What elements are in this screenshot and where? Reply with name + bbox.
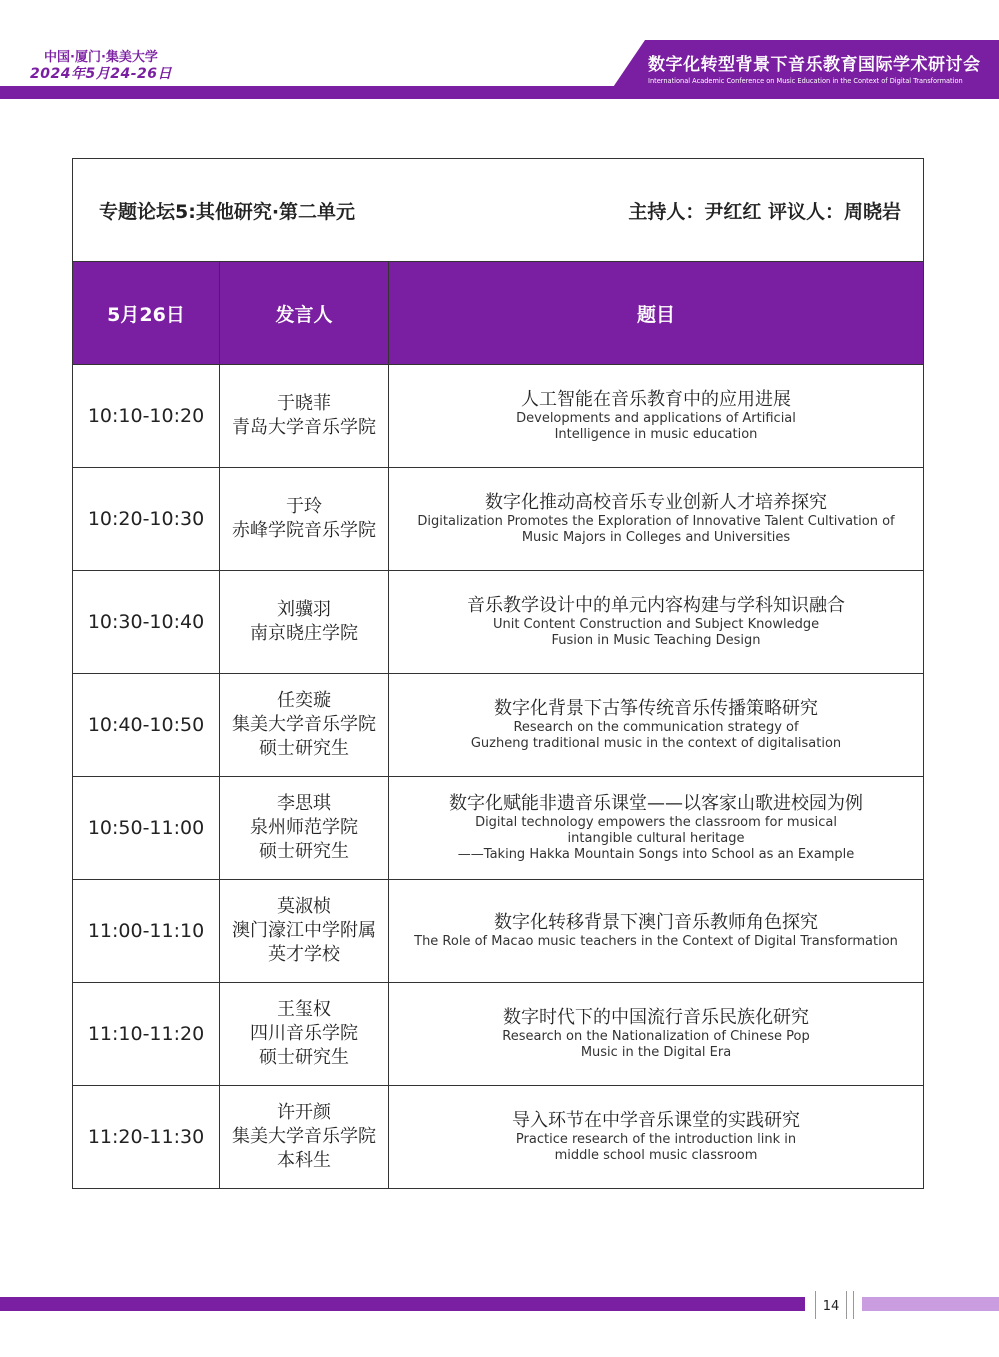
topic-title-en: Digital technology empowers the classroom for musical: [475, 815, 837, 830]
speaker-affiliation: 硕士研究生: [259, 1047, 349, 1068]
conference-title: 数字化转型背景下音乐教育国际学术研讨会: [648, 55, 981, 75]
topic-title-zh: 数字化转移背景下澳门音乐教师角色探究: [494, 912, 819, 933]
schedule-table-wrapper: [72, 158, 923, 1194]
topic-title-zh: 导入环节在中学音乐课堂的实践研究: [512, 1110, 801, 1131]
speaker-cell: [220, 674, 389, 777]
speaker-cell: [220, 571, 389, 674]
speaker-affiliation: 集美大学音乐学院: [232, 1126, 376, 1147]
schedule-rows: [73, 365, 924, 1189]
page-number: 14: [815, 1291, 847, 1319]
topic-title-en: Intelligence in music education: [554, 427, 758, 442]
time-cell: 10:50-11:00: [73, 777, 220, 880]
time-cell: 10:40-10:50: [73, 674, 220, 777]
speaker-cell: [220, 365, 389, 468]
topic-title-en: The Role of Macao music teachers in the Context of Digital Transformation: [414, 934, 898, 949]
date-label: 2024年5月24-26日: [30, 66, 172, 82]
topic-title-zh: 数字化赋能非遗音乐课堂——以客家山歌进校园为例: [449, 793, 864, 814]
time-cell: 10:10-10:20: [73, 365, 220, 468]
time-cell: 10:20-10:30: [73, 468, 220, 571]
footer-divider: [853, 1291, 854, 1319]
column-header-date: 5月26日: [73, 262, 220, 365]
speaker-affiliation: 青岛大学音乐学院: [232, 417, 376, 438]
column-header-topic: 题目: [389, 262, 924, 365]
table-row: [73, 365, 924, 468]
conference-subtitle: International Academic Conference on Music Education in the Context of Digital Transformation: [648, 77, 963, 85]
topic-cell: [389, 674, 924, 777]
topic-title-en: Research on the communication strategy of: [513, 720, 799, 735]
session-header-row: [73, 159, 924, 262]
speaker-cell: [220, 983, 389, 1086]
speaker-affiliation: 集美大学音乐学院: [232, 714, 376, 735]
topic-title-zh: 数字化推动高校音乐专业创新人才培养探究: [485, 492, 828, 513]
speaker-name: 许开颜: [277, 1102, 331, 1123]
speaker-affiliation: 四川音乐学院: [250, 1023, 358, 1044]
table-row: [73, 777, 924, 880]
topic-title-en: Music in the Digital Era: [580, 1045, 732, 1060]
topic-cell: [389, 777, 924, 880]
footer-band-right: [862, 1297, 999, 1311]
topic-title-zh: 数字时代下的中国流行音乐民族化研究: [503, 1007, 810, 1028]
topic-title-en: middle school music classroom: [554, 1148, 758, 1163]
topic-title-en: Developments and applications of Artificial: [516, 411, 796, 426]
topic-title-zh: 数字化背景下古筝传统音乐传播策略研究: [494, 698, 819, 719]
table-row: [73, 468, 924, 571]
speaker-affiliation: 澳门濠江中学附属: [232, 920, 376, 941]
speaker-name: 刘骥羽: [277, 599, 331, 620]
time-cell: 10:30-10:40: [73, 571, 220, 674]
speaker-affiliation: 硕士研究生: [259, 841, 349, 862]
topic-cell: [389, 365, 924, 468]
speaker-cell: [220, 777, 389, 880]
topic-title-en: ——Taking Hakka Mountain Songs into School as an Example: [457, 847, 855, 862]
speaker-cell: [220, 468, 389, 571]
column-header-row: [73, 262, 924, 365]
speaker-cell: [220, 880, 389, 983]
speaker-affiliation: 赤峰学院音乐学院: [232, 520, 376, 541]
speaker-affiliation: 泉州师范学院: [250, 817, 358, 838]
topic-title-en: Music Majors in Colleges and Universities: [521, 530, 791, 545]
speaker-name: 于晓菲: [277, 393, 331, 414]
speaker-name: 任奕璇: [277, 690, 331, 711]
table-row: [73, 674, 924, 777]
topic-title-en: Fusion in Music Teaching Design: [551, 633, 761, 648]
speaker-affiliation: 南京晓庄学院: [250, 623, 358, 644]
venue-label: 中国·厦门·集美大学: [44, 50, 158, 65]
schedule-table: [72, 158, 924, 1189]
column-header-speaker: 发言人: [220, 262, 389, 365]
session-hosts: 主持人：尹红红 评议人：周晓岩: [628, 200, 902, 223]
speaker-affiliation: 硕士研究生: [259, 738, 349, 759]
speaker-name: 李思琪: [277, 793, 331, 814]
speaker-name: 于玲: [286, 496, 322, 517]
topic-cell: [389, 468, 924, 571]
time-cell: 11:10-11:20: [73, 983, 220, 1086]
speaker-affiliation: 本科生: [277, 1150, 331, 1171]
table-row: [73, 571, 924, 674]
topic-title-en: Guzheng traditional music in the context of digitalisation: [470, 736, 842, 751]
topic-title-en: intangible cultural heritage: [567, 831, 745, 846]
speaker-name: 王玺权: [277, 999, 331, 1020]
time-cell: 11:00-11:10: [73, 880, 220, 983]
speaker-affiliation: 英才学校: [268, 944, 340, 965]
topic-title-zh: 音乐教学设计中的单元内容构建与学科知识融合: [467, 595, 846, 616]
session-title: 专题论坛5:其他研究·第二单元: [99, 200, 356, 223]
topic-title-en: Unit Content Construction and Subject Knowledge: [492, 617, 820, 632]
topic-title-en: Digitalization Promotes the Exploration of Innovative Talent Cultivation of: [417, 514, 895, 529]
topic-title-en: Practice research of the introduction link in: [515, 1132, 797, 1147]
topic-cell: [389, 983, 924, 1086]
topic-title-en: Research on the Nationalization of Chinese Pop: [502, 1029, 810, 1044]
topic-title-zh: 人工智能在音乐教育中的应用进展: [521, 389, 792, 410]
topic-cell: [389, 880, 924, 983]
table-row: [73, 880, 924, 983]
topic-cell: [389, 571, 924, 674]
topic-cell: [389, 1086, 924, 1189]
time-cell: 11:20-11:30: [73, 1086, 220, 1189]
speaker-name: 莫淑桢: [277, 896, 331, 917]
table-row: [73, 983, 924, 1086]
speaker-cell: [220, 1086, 389, 1189]
footer-band-left: [0, 1297, 805, 1311]
table-row: [73, 1086, 924, 1189]
